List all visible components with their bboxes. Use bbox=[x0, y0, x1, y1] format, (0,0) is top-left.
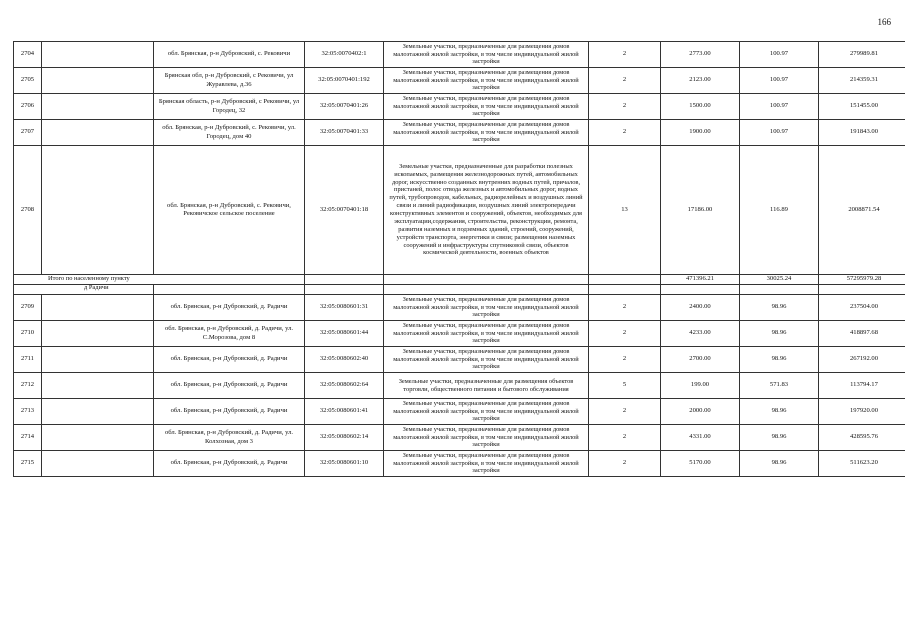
table-row bbox=[14, 373, 905, 399]
address-cell: обл. Брянская, р-н Дубровский, с. Рековичи, Рековичское сельское поселение bbox=[154, 146, 305, 275]
land-use-type-cell: Земельные участки, предназначенные для размещения домов малоэтажной жилой застройки, в том числе индивидуальной жилой застройки bbox=[384, 451, 589, 477]
area-cell: 2700.00 bbox=[661, 347, 740, 373]
cadastral-value-cell: 511623.20 bbox=[819, 451, 905, 477]
row-number: 2707 bbox=[14, 120, 42, 146]
rows-group-rekovichi bbox=[14, 42, 905, 275]
specific-value-cell: 100.97 bbox=[740, 42, 819, 68]
blank-cell bbox=[42, 42, 154, 68]
cadastral-value-cell: 151455.00 bbox=[819, 94, 905, 120]
total-area: 471396.21 bbox=[661, 275, 740, 285]
cadastral-value-cell: 237504.00 bbox=[819, 295, 905, 321]
cadastral-number-cell: 32:05:0080602:40 bbox=[305, 347, 384, 373]
blank-cell bbox=[42, 425, 154, 451]
row-number: 2710 bbox=[14, 321, 42, 347]
specific-value-cell: 98.96 bbox=[740, 425, 819, 451]
table-row bbox=[14, 94, 905, 120]
row-number: 2714 bbox=[14, 425, 42, 451]
area-cell: 2000.00 bbox=[661, 399, 740, 425]
blank-cell bbox=[42, 120, 154, 146]
group-code-cell: 2 bbox=[589, 68, 661, 94]
land-use-type-cell: Земельные участки, предназначенные для размещения домов малоэтажной жилой застройки, в том числе индивидуальной жилой застройки bbox=[384, 295, 589, 321]
land-use-type-cell: Земельные участки, предназначенные для размещения домов малоэтажной жилой застройки, в том числе индивидуальной жилой застройки bbox=[384, 425, 589, 451]
group-code-cell: 13 bbox=[589, 146, 661, 275]
cadastral-value-cell: 2008871.54 bbox=[819, 146, 905, 275]
row-number: 2708 bbox=[14, 146, 42, 275]
specific-value-cell: 98.96 bbox=[740, 295, 819, 321]
blank-cell bbox=[42, 68, 154, 94]
table-row bbox=[14, 120, 905, 146]
group-code-cell: 5 bbox=[589, 373, 661, 399]
group-code-cell: 2 bbox=[589, 94, 661, 120]
group-code-cell: 2 bbox=[589, 451, 661, 477]
area-cell: 1900.00 bbox=[661, 120, 740, 146]
land-use-type-cell: Земельные участки, предназначенные для размещения домов малоэтажной жилой застройки, в том числе индивидуальной жилой застройки bbox=[384, 94, 589, 120]
cadastral-number-cell: 32:05:0080602:14 bbox=[305, 425, 384, 451]
address-cell: обл. Брянская, р-н Дубровский, с. Рековичи bbox=[154, 42, 305, 68]
address-cell: обл. Брянская, р-н Дубровский, д. Радичи bbox=[154, 373, 305, 399]
group-code-cell: 2 bbox=[589, 120, 661, 146]
land-use-type-cell: Земельные участки, предназначенные для размещения объектов торговли, общественного питания и бытового обслуживания bbox=[384, 373, 589, 399]
cadastral-value-cell: 267192.00 bbox=[819, 347, 905, 373]
row-number: 2709 bbox=[14, 295, 42, 321]
land-use-type-cell: Земельные участки, предназначенные для размещения домов малоэтажной жилой застройки, в том числе индивидуальной жилой застройки bbox=[384, 120, 589, 146]
blank-cell bbox=[42, 94, 154, 120]
locality-total-row bbox=[14, 275, 905, 285]
table-row bbox=[14, 321, 905, 347]
blank-cell bbox=[42, 295, 154, 321]
locality-header-row bbox=[14, 285, 905, 295]
area-cell: 2123.00 bbox=[661, 68, 740, 94]
land-use-type-cell: Земельные участки, предназначенные для разработки полезных ископаемых, размещения железнодорожных путей, автомобильных дорог, искусственно созданных внутренних водных путей, причалов, пристаней, полос отвода железных и автомобильных дорог, водных путей, трубопроводов, кабельных, радиорелейных и воздушных линий связи и линий радиофикации, воздушных линий электропередачи конструктивных элементов и сооружений, объектов, необходимых для эксплуатации,содержания, строительства, реконструкции, ремонта, развития наземных и подземных зданий, строений, сооружений, устройств транспорта, энергетики и связи; размещения наземных сооружений и инфраструктуры спутниковой связи, объектов космической деятельности, военных объектов bbox=[384, 146, 589, 275]
land-use-type-cell: Земельные участки, предназначенные для размещения домов малоэтажной жилой застройки, в том числе индивидуальной жилой застройки bbox=[384, 347, 589, 373]
group-code-cell: 2 bbox=[589, 425, 661, 451]
total-group bbox=[14, 275, 905, 295]
cadastral-number-cell: 32:05:0070401:26 bbox=[305, 94, 384, 120]
row-number: 2715 bbox=[14, 451, 42, 477]
specific-value-cell: 571.83 bbox=[740, 373, 819, 399]
address-cell: обл. Брянская, р-н Дубровский, д. Радичи bbox=[154, 399, 305, 425]
cadastral-value-cell: 191843.00 bbox=[819, 120, 905, 146]
total-cad-cell bbox=[305, 275, 384, 285]
table-row bbox=[14, 451, 905, 477]
total-label: Итого по населенному пункту bbox=[14, 275, 305, 285]
cadastral-number-cell: 32:05:0070401:33 bbox=[305, 120, 384, 146]
total-type-cell bbox=[384, 275, 589, 285]
area-cell: 5170.00 bbox=[661, 451, 740, 477]
cadastral-number-cell: 32:05:0080601:10 bbox=[305, 451, 384, 477]
group-code-cell: 2 bbox=[589, 321, 661, 347]
blank-cell bbox=[42, 347, 154, 373]
area-cell: 17186.00 bbox=[661, 146, 740, 275]
land-use-type-cell: Земельные участки, предназначенные для размещения домов малоэтажной жилой застройки, в том числе индивидуальной жилой застройки bbox=[384, 321, 589, 347]
cadastral-number-cell: 32:05:0070401:192 bbox=[305, 68, 384, 94]
locality-name: д Радичи bbox=[14, 285, 154, 295]
land-use-type-cell: Земельные участки, предназначенные для размещения домов малоэтажной жилой застройки, в том числе индивидуальной жилой застройки bbox=[384, 42, 589, 68]
table-row bbox=[14, 399, 905, 425]
address-cell: обл. Брянская, р-н Дубровский, д. Радичи, ул. Колхозная, дом 3 bbox=[154, 425, 305, 451]
specific-value-cell: 100.97 bbox=[740, 68, 819, 94]
page-number: 166 bbox=[877, 17, 891, 27]
cadastral-number-cell: 32:05:0070401:18 bbox=[305, 146, 384, 275]
specific-value-cell: 98.96 bbox=[740, 347, 819, 373]
specific-value-cell: 100.97 bbox=[740, 94, 819, 120]
table-row bbox=[14, 68, 905, 94]
cadastral-number-cell: 32:05:0080601:44 bbox=[305, 321, 384, 347]
address-cell: обл. Брянская, р-н Дубровский, д. Радичи, ул. С.Морозова, дом 8 bbox=[154, 321, 305, 347]
cadastral-value-cell: 113794.17 bbox=[819, 373, 905, 399]
cadastral-value-cell: 279989.81 bbox=[819, 42, 905, 68]
cadastral-value-cell: 428595.76 bbox=[819, 425, 905, 451]
group-code-cell: 2 bbox=[589, 347, 661, 373]
area-cell: 2773.00 bbox=[661, 42, 740, 68]
cadastral-value-table bbox=[13, 41, 905, 477]
row-number: 2705 bbox=[14, 68, 42, 94]
address-cell: Брянская обл, р-н Дубровский, с Рековичи, ул Журавлева, д.36 bbox=[154, 68, 305, 94]
area-cell: 4233.00 bbox=[661, 321, 740, 347]
land-use-type-cell: Земельные участки, предназначенные для размещения домов малоэтажной жилой застройки, в том числе индивидуальной жилой застройки bbox=[384, 68, 589, 94]
land-use-type-cell: Земельные участки, предназначенные для размещения домов малоэтажной жилой застройки, в том числе индивидуальной жилой застройки bbox=[384, 399, 589, 425]
group-code-cell: 2 bbox=[589, 42, 661, 68]
total-qty-cell bbox=[589, 275, 661, 285]
cadastral-number-cell: 32:05:0080602:64 bbox=[305, 373, 384, 399]
blank-cell bbox=[42, 146, 154, 275]
row-number: 2713 bbox=[14, 399, 42, 425]
specific-value-cell: 98.96 bbox=[740, 451, 819, 477]
row-number: 2711 bbox=[14, 347, 42, 373]
table-row bbox=[14, 425, 905, 451]
address-cell: обл. Брянская, р-н Дубровский, д. Радичи bbox=[154, 451, 305, 477]
blank-cell bbox=[42, 399, 154, 425]
cadastral-number-cell: 32:05:0080601:31 bbox=[305, 295, 384, 321]
address-cell: обл. Брянская, р-н Дубровский, д. Радичи bbox=[154, 347, 305, 373]
group-code-cell: 2 bbox=[589, 295, 661, 321]
address-cell: Брянская область, р-н Дубровский, с Рековичи, ул Городец, 32 bbox=[154, 94, 305, 120]
table-row bbox=[14, 42, 905, 68]
specific-value-cell: 98.96 bbox=[740, 399, 819, 425]
specific-value-cell: 116.89 bbox=[740, 146, 819, 275]
cadastral-number-cell: 32:05:0080601:41 bbox=[305, 399, 384, 425]
total-price: 30025.24 bbox=[740, 275, 819, 285]
blank-cell bbox=[42, 451, 154, 477]
table-row bbox=[14, 146, 905, 275]
row-number: 2704 bbox=[14, 42, 42, 68]
specific-value-cell: 98.96 bbox=[740, 321, 819, 347]
table-row bbox=[14, 295, 905, 321]
total-cost: 57295979.28 bbox=[819, 275, 905, 285]
cadastral-number-cell: 32:05:0070402:1 bbox=[305, 42, 384, 68]
row-number: 2706 bbox=[14, 94, 42, 120]
rows-group-radichi bbox=[14, 295, 905, 477]
row-number: 2712 bbox=[14, 373, 42, 399]
address-cell: обл. Брянская, р-н Дубровский, с. Рековичи, ул. Городец, дом 40 bbox=[154, 120, 305, 146]
cadastral-value-cell: 197920.00 bbox=[819, 399, 905, 425]
group-code-cell: 2 bbox=[589, 399, 661, 425]
area-cell: 199.00 bbox=[661, 373, 740, 399]
area-cell: 2400.00 bbox=[661, 295, 740, 321]
blank-cell bbox=[42, 321, 154, 347]
table-row bbox=[14, 347, 905, 373]
blank-cell bbox=[42, 373, 154, 399]
cadastral-value-cell: 214359.31 bbox=[819, 68, 905, 94]
area-cell: 1500.00 bbox=[661, 94, 740, 120]
specific-value-cell: 100.97 bbox=[740, 120, 819, 146]
cadastral-value-cell: 418897.68 bbox=[819, 321, 905, 347]
area-cell: 4331.00 bbox=[661, 425, 740, 451]
address-cell: обл. Брянская, р-н Дубровский, д. Радичи bbox=[154, 295, 305, 321]
